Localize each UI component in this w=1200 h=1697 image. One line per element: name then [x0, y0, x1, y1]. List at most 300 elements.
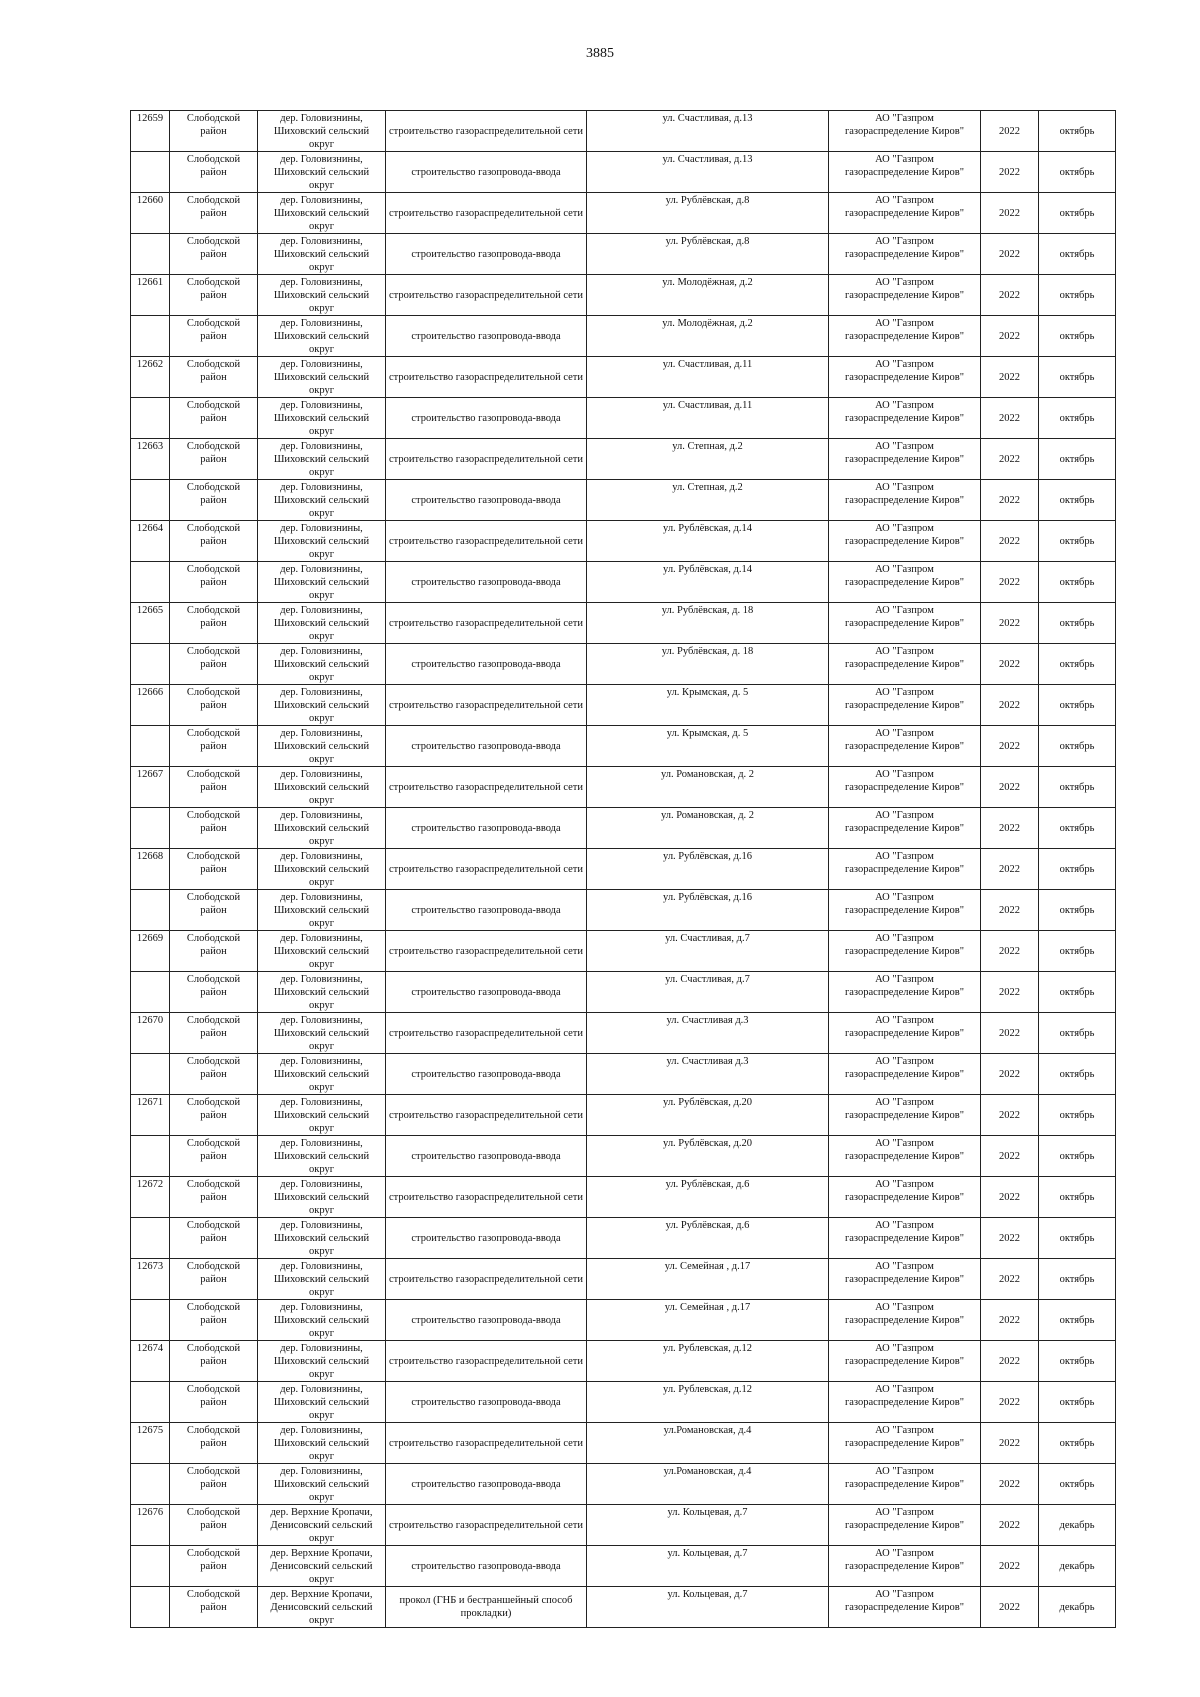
cell-number-text: 12659 [136, 113, 164, 124]
table-row [131, 193, 1116, 234]
cell-organization [829, 193, 981, 234]
cell-month-text: октябрь [1059, 494, 1095, 506]
cell-organization-text: АО "Газпром газораспределение Киров" [844, 1015, 965, 1039]
cell-month [1039, 316, 1116, 357]
cell-work-type-text: строительство газораспределительной сети [389, 453, 583, 465]
cell-number [131, 1013, 170, 1054]
cell-work-type [386, 1177, 587, 1218]
table-row [131, 1382, 1116, 1423]
table-row [131, 890, 1116, 931]
cell-address-text: ул. Кольцевая, д.7 [667, 1507, 748, 1518]
cell-address [587, 972, 829, 1013]
cell-year [981, 849, 1039, 890]
table-row [131, 849, 1116, 890]
cell-work-type-text: строительство газопровода-ввода [411, 412, 561, 424]
cell-district [170, 111, 258, 152]
cell-year [981, 562, 1039, 603]
cell-organization-text: АО "Газпром газораспределение Киров" [844, 892, 965, 916]
cell-district-text: Слободской район [186, 1425, 241, 1449]
cell-district [170, 644, 258, 685]
cell-organization [829, 1177, 981, 1218]
cell-locality-text: дер. Головизнины, Шиховский сельский округ [273, 400, 370, 437]
cell-district [170, 480, 258, 521]
cell-address [587, 193, 829, 234]
cell-number-text: 12661 [136, 277, 164, 288]
cell-number-text: 12673 [136, 1261, 164, 1272]
cell-work-type-text: строительство газораспределительной сети [389, 1355, 583, 1367]
cell-year [981, 398, 1039, 439]
cell-work-type [386, 1095, 587, 1136]
cell-locality [258, 603, 386, 644]
cell-district [170, 1095, 258, 1136]
cell-month-text: октябрь [1059, 822, 1095, 834]
cell-address [587, 1341, 829, 1382]
cell-locality-text: дер. Головизнины, Шиховский сельский округ [273, 810, 370, 847]
cell-locality-text: дер. Головизнины, Шиховский сельский округ [273, 1466, 370, 1503]
cell-work-type [386, 603, 587, 644]
cell-number [131, 275, 170, 316]
cell-address-text: ул. Рублевская, д.12 [663, 1384, 752, 1395]
cell-month-text: октябрь [1059, 248, 1095, 260]
cell-locality [258, 808, 386, 849]
cell-district [170, 398, 258, 439]
cell-organization [829, 644, 981, 685]
cell-month [1039, 562, 1116, 603]
cell-number-text: 12668 [136, 851, 164, 862]
table-row [131, 1259, 1116, 1300]
cell-address [587, 890, 829, 931]
cell-number [131, 1505, 170, 1546]
cell-district [170, 1505, 258, 1546]
cell-year-text: 2022 [999, 1191, 1020, 1203]
cell-address [587, 1464, 829, 1505]
cell-work-type-text: строительство газопровода-ввода [411, 1232, 561, 1244]
cell-year-text: 2022 [999, 1068, 1020, 1080]
cell-locality [258, 234, 386, 275]
cell-locality-text: дер. Головизнины, Шиховский сельский округ [273, 1302, 370, 1339]
cell-locality [258, 562, 386, 603]
cell-address [587, 685, 829, 726]
cell-month [1039, 931, 1116, 972]
cell-year-text: 2022 [999, 1560, 1020, 1572]
cell-month [1039, 1013, 1116, 1054]
cell-locality-text: дер. Головизнины, Шиховский сельский округ [273, 1343, 370, 1380]
cell-address-text: ул. Крымская, д. 5 [666, 728, 749, 739]
cell-address [587, 1218, 829, 1259]
cell-work-type-text: строительство газораспределительной сети [389, 125, 583, 137]
cell-locality [258, 480, 386, 521]
cell-work-type-text: строительство газопровода-ввода [411, 248, 561, 260]
cell-organization [829, 972, 981, 1013]
cell-locality-text: дер. Головизнины, Шиховский сельский округ [273, 933, 370, 970]
cell-address-text: ул. Крымская, д. 5 [666, 687, 749, 698]
cell-organization-text: АО "Газпром газораспределение Киров" [844, 1466, 965, 1490]
cell-organization [829, 275, 981, 316]
table-row [131, 1136, 1116, 1177]
cell-year-text: 2022 [999, 699, 1020, 711]
cell-year-text: 2022 [999, 904, 1020, 916]
cell-work-type [386, 726, 587, 767]
cell-organization-text: АО "Газпром газораспределение Киров" [844, 1343, 965, 1367]
cell-year [981, 316, 1039, 357]
cell-year [981, 152, 1039, 193]
cell-year-text: 2022 [999, 207, 1020, 219]
cell-month-text: октябрь [1059, 576, 1095, 588]
cell-district [170, 439, 258, 480]
cell-district-text: Слободской район [186, 1220, 241, 1244]
cell-year [981, 808, 1039, 849]
cell-organization-text: АО "Газпром газораспределение Киров" [844, 605, 965, 629]
cell-address [587, 1177, 829, 1218]
cell-organization-text: АО "Газпром газораспределение Киров" [844, 482, 965, 506]
cell-locality [258, 644, 386, 685]
cell-address-text: ул. Рублёвская, д. 18 [661, 605, 754, 616]
cell-year-text: 2022 [999, 289, 1020, 301]
cell-district [170, 152, 258, 193]
cell-locality [258, 849, 386, 890]
cell-month [1039, 1587, 1116, 1628]
cell-number-text: 12667 [136, 769, 164, 780]
cell-organization-text: АО "Газпром газораспределение Киров" [844, 728, 965, 752]
cell-organization-text: АО "Газпром газораспределение Киров" [844, 1220, 965, 1244]
cell-district-text: Слободской район [186, 605, 241, 629]
cell-locality-text: дер. Головизнины, Шиховский сельский округ [273, 1138, 370, 1175]
cell-organization-text: АО "Газпром газораспределение Киров" [844, 1302, 965, 1326]
cell-organization [829, 316, 981, 357]
cell-locality [258, 1013, 386, 1054]
cell-locality [258, 1505, 386, 1546]
cell-organization [829, 439, 981, 480]
cell-month [1039, 808, 1116, 849]
cell-district [170, 849, 258, 890]
cell-district [170, 357, 258, 398]
cell-address [587, 439, 829, 480]
cell-organization [829, 1587, 981, 1628]
cell-address-text: ул. Счастливая, д.7 [665, 974, 750, 985]
cell-locality-text: дер. Головизнины, Шиховский сельский округ [273, 605, 370, 642]
cell-organization [829, 398, 981, 439]
cell-month-text: октябрь [1059, 125, 1095, 137]
cell-year [981, 234, 1039, 275]
cell-month [1039, 480, 1116, 521]
cell-district-text: Слободской район [186, 1466, 241, 1490]
cell-work-type-text: строительство газопровода-ввода [411, 166, 561, 178]
cell-year-text: 2022 [999, 658, 1020, 670]
cell-address [587, 931, 829, 972]
cell-locality-text: дер. Головизнины, Шиховский сельский округ [273, 892, 370, 929]
cell-address-text: ул. Рублёвская, д.14 [663, 523, 752, 534]
cell-organization [829, 480, 981, 521]
cell-address [587, 562, 829, 603]
cell-year-text: 2022 [999, 1273, 1020, 1285]
cell-work-type-text: строительство газопровода-ввода [411, 740, 561, 752]
cell-work-type [386, 1013, 587, 1054]
cell-month [1039, 1382, 1116, 1423]
cell-locality [258, 1587, 386, 1628]
cell-number [131, 931, 170, 972]
cell-organization [829, 1546, 981, 1587]
cell-locality [258, 931, 386, 972]
table-row [131, 521, 1116, 562]
cell-organization [829, 1136, 981, 1177]
cell-month-text: октябрь [1059, 1191, 1095, 1203]
cell-year [981, 603, 1039, 644]
cell-organization [829, 1382, 981, 1423]
table-row [131, 275, 1116, 316]
cell-month-text: октябрь [1059, 453, 1095, 465]
cell-locality-text: дер. Головизнины, Шиховский сельский округ [273, 318, 370, 355]
cell-work-type [386, 1505, 587, 1546]
cell-organization [829, 767, 981, 808]
cell-month-text: октябрь [1059, 1027, 1095, 1039]
cell-work-type-text: строительство газораспределительной сети [389, 1273, 583, 1285]
cell-month [1039, 767, 1116, 808]
cell-month-text: октябрь [1059, 1150, 1095, 1162]
cell-year-text: 2022 [999, 1437, 1020, 1449]
cell-number-text: 12672 [136, 1179, 164, 1190]
cell-address [587, 480, 829, 521]
cell-number-text: 12663 [136, 441, 164, 452]
cell-district [170, 1218, 258, 1259]
cell-year [981, 1136, 1039, 1177]
cell-year [981, 111, 1039, 152]
cell-number [131, 1218, 170, 1259]
cell-number [131, 767, 170, 808]
cell-district [170, 1177, 258, 1218]
cell-work-type [386, 808, 587, 849]
cell-work-type [386, 767, 587, 808]
cell-district-text: Слободской район [186, 359, 241, 383]
cell-month [1039, 726, 1116, 767]
cell-work-type [386, 685, 587, 726]
cell-number [131, 439, 170, 480]
table-row [131, 439, 1116, 480]
cell-year [981, 1423, 1039, 1464]
cell-work-type-text: строительство газораспределительной сети [389, 289, 583, 301]
cell-work-type-text: прокол (ГНБ и бестраншейный способ прокладки) [399, 1595, 573, 1619]
cell-work-type [386, 152, 587, 193]
cell-organization [829, 685, 981, 726]
cell-district-text: Слободской район [186, 277, 241, 301]
cell-organization-text: АО "Газпром газораспределение Киров" [844, 359, 965, 383]
cell-work-type [386, 1587, 587, 1628]
table-row [131, 562, 1116, 603]
cell-locality-text: дер. Верхние Кропачи, Денисовский сельский округ [270, 1507, 373, 1544]
cell-address-text: ул. Рублёвская, д.6 [665, 1220, 750, 1231]
cell-month-text: октябрь [1059, 289, 1095, 301]
cell-organization [829, 562, 981, 603]
cell-month [1039, 357, 1116, 398]
cell-organization [829, 890, 981, 931]
cell-work-type-text: строительство газораспределительной сети [389, 945, 583, 957]
cell-month-text: октябрь [1059, 535, 1095, 547]
cell-month-text: октябрь [1059, 207, 1095, 219]
cell-organization [829, 1259, 981, 1300]
table-row [131, 480, 1116, 521]
cell-locality-text: дер. Головизнины, Шиховский сельский округ [273, 1056, 370, 1093]
cell-work-type [386, 1300, 587, 1341]
cell-district-text: Слободской район [186, 1015, 241, 1039]
table-row [131, 1546, 1116, 1587]
cell-address-text: ул. Кольцевая, д.7 [667, 1548, 748, 1559]
cell-work-type-text: строительство газораспределительной сети [389, 1191, 583, 1203]
cell-district-text: Слободской район [186, 687, 241, 711]
cell-address-text: ул. Рублёвская, д. 18 [661, 646, 754, 657]
cell-address [587, 1013, 829, 1054]
cell-organization [829, 1054, 981, 1095]
cell-work-type [386, 1423, 587, 1464]
cell-month-text: октябрь [1059, 371, 1095, 383]
cell-address [587, 521, 829, 562]
cell-month-text: октябрь [1059, 1437, 1095, 1449]
cell-district-text: Слободской район [186, 1097, 241, 1121]
cell-year-text: 2022 [999, 412, 1020, 424]
cell-month-text: декабрь [1059, 1601, 1095, 1613]
cell-locality-text: дер. Головизнины, Шиховский сельский округ [273, 1220, 370, 1257]
table-row [131, 1013, 1116, 1054]
cell-number [131, 111, 170, 152]
cell-number [131, 193, 170, 234]
cell-organization-text: АО "Газпром газораспределение Киров" [844, 1179, 965, 1203]
cell-work-type-text: строительство газопровода-ввода [411, 1560, 561, 1572]
cell-number [131, 726, 170, 767]
table-row [131, 1095, 1116, 1136]
cell-organization [829, 357, 981, 398]
cell-locality-text: дер. Головизнины, Шиховский сельский округ [273, 1179, 370, 1216]
cell-locality-text: дер. Головизнины, Шиховский сельский округ [273, 769, 370, 806]
cell-month [1039, 1177, 1116, 1218]
cell-organization [829, 152, 981, 193]
cell-year-text: 2022 [999, 453, 1020, 465]
cell-work-type [386, 849, 587, 890]
cell-year [981, 890, 1039, 931]
cell-locality [258, 767, 386, 808]
cell-district [170, 521, 258, 562]
cell-address [587, 1300, 829, 1341]
cell-organization-text: АО "Газпром газораспределение Киров" [844, 1507, 965, 1531]
cell-district [170, 1546, 258, 1587]
cell-organization [829, 234, 981, 275]
cell-locality [258, 1423, 386, 1464]
cell-locality [258, 1464, 386, 1505]
cell-locality-text: дер. Головизнины, Шиховский сельский округ [273, 564, 370, 601]
cell-year-text: 2022 [999, 1150, 1020, 1162]
cell-district [170, 193, 258, 234]
cell-year [981, 521, 1039, 562]
cell-locality-text: дер. Головизнины, Шиховский сельский округ [273, 851, 370, 888]
cell-address-text: ул. Семейная , д.17 [664, 1261, 751, 1272]
cell-year-text: 2022 [999, 740, 1020, 752]
cell-work-type [386, 562, 587, 603]
cell-district-text: Слободской район [186, 810, 241, 834]
cell-work-type [386, 111, 587, 152]
cell-address [587, 1054, 829, 1095]
cell-year-text: 2022 [999, 781, 1020, 793]
cell-number [131, 603, 170, 644]
cell-number [131, 685, 170, 726]
cell-year-text: 2022 [999, 1396, 1020, 1408]
table-row [131, 972, 1116, 1013]
cell-district [170, 1013, 258, 1054]
table-row [131, 931, 1116, 972]
cell-locality [258, 1382, 386, 1423]
cell-month [1039, 1054, 1116, 1095]
cell-locality-text: дер. Головизнины, Шиховский сельский округ [273, 1261, 370, 1298]
cell-organization-text: АО "Газпром газораспределение Киров" [844, 400, 965, 424]
table-row [131, 767, 1116, 808]
cell-month-text: декабрь [1059, 1519, 1095, 1531]
cell-month-text: октябрь [1059, 1314, 1095, 1326]
cell-work-type [386, 398, 587, 439]
cell-year-text: 2022 [999, 1519, 1020, 1531]
cell-month [1039, 1423, 1116, 1464]
cell-locality-text: дер. Головизнины, Шиховский сельский округ [273, 441, 370, 478]
cell-address-text: ул. Рублёвская, д.6 [665, 1179, 750, 1190]
cell-number [131, 480, 170, 521]
cell-address [587, 398, 829, 439]
cell-month-text: октябрь [1059, 1232, 1095, 1244]
cell-district [170, 234, 258, 275]
cell-locality-text: дер. Головизнины, Шиховский сельский округ [273, 728, 370, 765]
cell-number [131, 644, 170, 685]
cell-work-type-text: строительство газопровода-ввода [411, 576, 561, 588]
cell-month-text: октябрь [1059, 740, 1095, 752]
cell-month-text: октябрь [1059, 1109, 1095, 1121]
cell-locality-text: дер. Головизнины, Шиховский сельский округ [273, 277, 370, 314]
cell-month-text: октябрь [1059, 781, 1095, 793]
cell-locality-text: дер. Головизнины, Шиховский сельский округ [273, 1097, 370, 1134]
cell-work-type-text: строительство газораспределительной сети [389, 699, 583, 711]
cell-locality-text: дер. Головизнины, Шиховский сельский округ [273, 236, 370, 273]
cell-organization-text: АО "Газпром газораспределение Киров" [844, 154, 965, 178]
cell-locality [258, 152, 386, 193]
cell-year-text: 2022 [999, 617, 1020, 629]
cell-address [587, 1136, 829, 1177]
cell-organization [829, 521, 981, 562]
cell-year [981, 1013, 1039, 1054]
cell-year [981, 1054, 1039, 1095]
cell-year [981, 357, 1039, 398]
cell-month [1039, 972, 1116, 1013]
table-row [131, 111, 1116, 152]
cell-locality [258, 1259, 386, 1300]
table-row [131, 808, 1116, 849]
cell-district [170, 1300, 258, 1341]
cell-month-text: октябрь [1059, 166, 1095, 178]
cell-address-text: ул. Романовская, д. 2 [660, 769, 755, 780]
cell-work-type-text: строительство газораспределительной сети [389, 371, 583, 383]
cell-work-type-text: строительство газораспределительной сети [389, 863, 583, 875]
cell-number [131, 1423, 170, 1464]
cell-number [131, 1587, 170, 1628]
cell-address-text: ул. Семейная , д.17 [664, 1302, 751, 1313]
cell-address-text: ул. Рублевская, д.12 [663, 1343, 752, 1354]
cell-month [1039, 849, 1116, 890]
cell-district-text: Слободской район [186, 441, 241, 465]
cell-work-type [386, 1382, 587, 1423]
cell-organization-text: АО "Газпром газораспределение Киров" [844, 195, 965, 219]
cell-year [981, 1341, 1039, 1382]
cell-address-text: ул. Рублёвская, д.20 [663, 1097, 752, 1108]
cell-work-type [386, 890, 587, 931]
cell-month [1039, 644, 1116, 685]
cell-year [981, 439, 1039, 480]
cell-address-text: ул.Романовская, д.4 [663, 1425, 752, 1436]
cell-year [981, 1259, 1039, 1300]
cell-work-type-text: строительство газопровода-ввода [411, 330, 561, 342]
cell-district [170, 726, 258, 767]
cell-organization [829, 1300, 981, 1341]
